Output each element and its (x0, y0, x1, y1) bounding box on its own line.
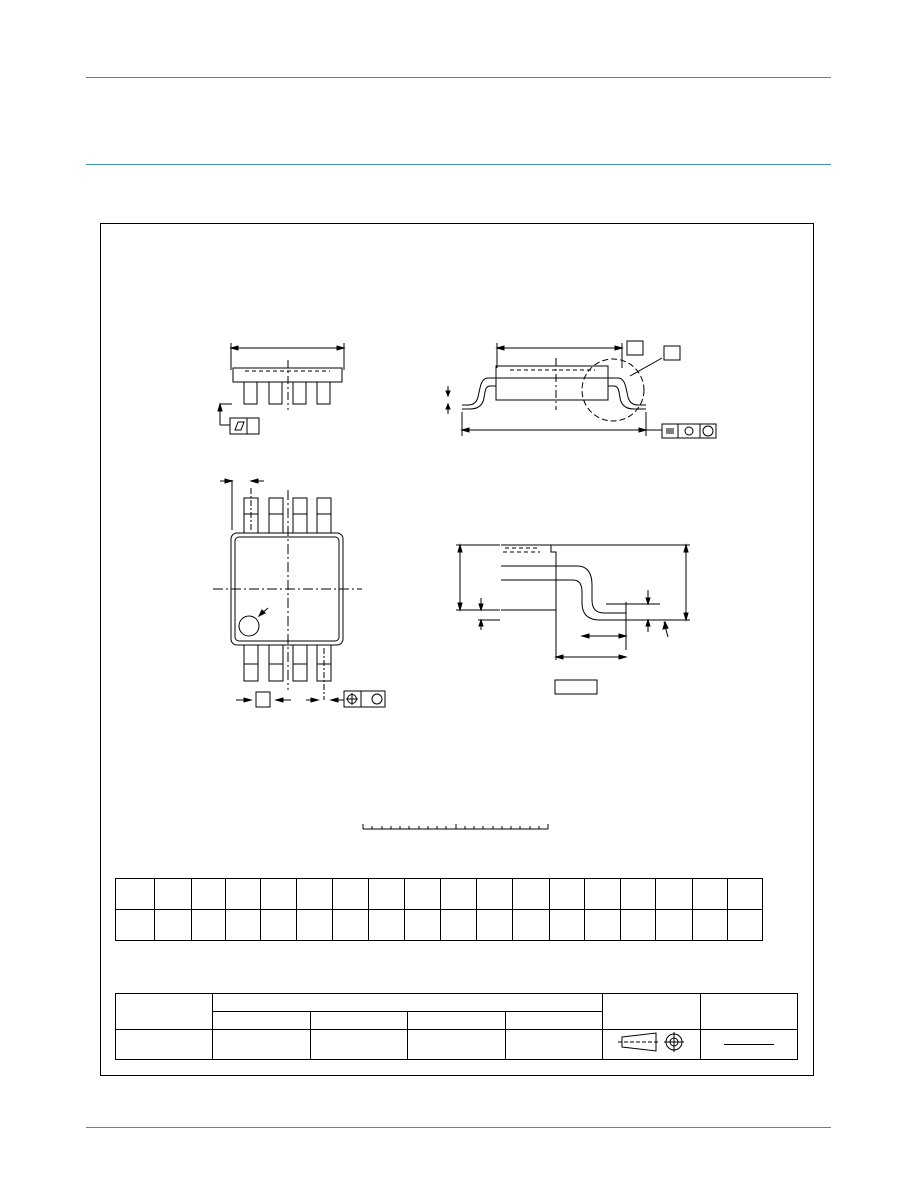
issue-date-cell (700, 1030, 797, 1060)
table-cell (191, 879, 226, 910)
table-cell (332, 910, 368, 941)
table-cell (297, 879, 333, 910)
references-header-cell (213, 994, 603, 1012)
table-cell (261, 910, 297, 941)
outline-version-cell (116, 994, 213, 1030)
table-cell (693, 910, 728, 941)
table-cell (408, 1030, 505, 1060)
issue-date-header-cell (700, 994, 797, 1030)
scale-bar (363, 824, 548, 829)
table-cell (191, 910, 226, 941)
table-cell (116, 1030, 213, 1060)
table-cell (213, 1012, 310, 1030)
table-cell (549, 910, 584, 941)
table-cell (297, 910, 333, 941)
top-view (213, 479, 385, 707)
table-cell (226, 879, 261, 910)
projection-cell (603, 1030, 700, 1060)
third-angle-projection-icon (616, 1030, 686, 1054)
table-cell (408, 1012, 505, 1030)
table-cell (584, 879, 620, 910)
table-cell (116, 879, 155, 910)
table-row (116, 910, 763, 941)
side-view (218, 343, 344, 434)
table-cell (116, 910, 155, 941)
table-cell (332, 879, 368, 910)
table-cell (693, 879, 728, 910)
table-cell (728, 910, 763, 941)
table-row (116, 1030, 798, 1060)
table-cell (513, 910, 550, 941)
table-cell (728, 879, 763, 910)
table-cell (513, 879, 550, 910)
table-cell (310, 1030, 407, 1060)
table-cell (226, 910, 261, 941)
table-cell (477, 910, 513, 941)
table-cell (404, 879, 441, 910)
table-cell (549, 879, 584, 910)
issue-date-line (724, 1044, 774, 1045)
table-cell (584, 910, 620, 941)
table-cell (154, 910, 191, 941)
table-cell (620, 879, 656, 910)
table-cell (154, 879, 191, 910)
reference-table (115, 993, 798, 1060)
table-cell (505, 1012, 602, 1030)
table-cell (505, 1030, 602, 1060)
table-cell (261, 879, 297, 910)
table-cell (656, 879, 693, 910)
table-cell (404, 910, 441, 941)
table-cell (441, 879, 477, 910)
table-cell (477, 879, 513, 910)
table-cell (656, 910, 693, 941)
detail-view (456, 545, 690, 694)
table-cell (368, 910, 404, 941)
table-cell (310, 1012, 407, 1030)
table-row (116, 994, 798, 1012)
dimension-table (115, 878, 763, 941)
table-row (116, 879, 763, 910)
table-cell (213, 1030, 310, 1060)
table-cell (441, 910, 477, 941)
table-cell (620, 910, 656, 941)
projection-header-cell (603, 994, 700, 1030)
front-view (446, 341, 716, 438)
table-cell (368, 879, 404, 910)
